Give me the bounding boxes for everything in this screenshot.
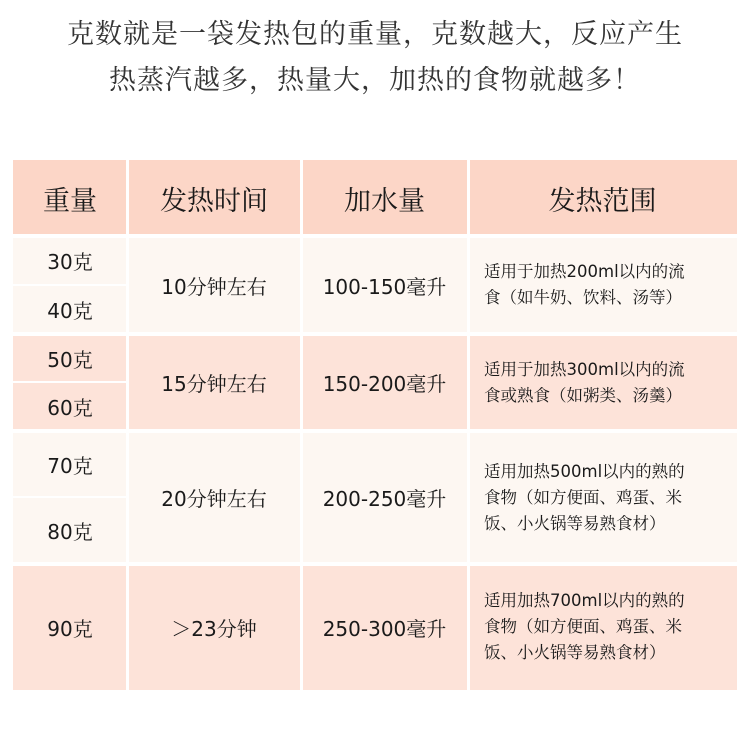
column-divider (467, 160, 470, 690)
table-row-2-range (468, 334, 737, 431)
spec-table (13, 160, 737, 690)
table-row-1-water: 100-150毫升 (301, 236, 468, 334)
table-row-1-range-line-2: 食（如牛奶、饮料、汤等） (484, 288, 682, 307)
weight-sub-divider (13, 381, 127, 383)
row-divider (13, 429, 737, 433)
table-row-2-weight-a: 50克 (13, 334, 127, 382)
table-row-3-water: 200-250毫升 (301, 431, 468, 564)
table-row-1-weight-b: 40克 (13, 285, 127, 334)
table-row-1-range (468, 236, 737, 334)
header-water: 加水量 (301, 160, 468, 236)
table-row-2-weight-b: 60克 (13, 382, 127, 431)
table-row-4-range-line-1: 适用加热700ml以内的熟的 (484, 591, 685, 610)
table-row-2-water: 150-200毫升 (301, 334, 468, 431)
table-row-3-range (468, 431, 737, 564)
table-row-4-time: ＞23分钟 (127, 564, 301, 690)
header-range: 发热范围 (468, 160, 737, 236)
table-row-3-time: 20分钟左右 (127, 431, 301, 564)
table-row-4-range (468, 564, 737, 690)
header-weight: 重量 (13, 160, 127, 236)
table-row-3-range-line-1: 适用加热500ml以内的熟的 (484, 461, 685, 481)
intro-line-2: 热蒸汽越多，热量大，加热的食物就越多！ (109, 65, 641, 96)
table-row-3-range-line-2: 食物（如方便面、鸡蛋、米 (484, 487, 682, 507)
weight-sub-divider (13, 284, 127, 286)
table-row-1-weight-a: 30克 (13, 236, 127, 285)
intro-line-1: 克数就是一袋发热包的重量，克数越大，反应产生 (67, 19, 683, 50)
table-row-1-time: 10分钟左右 (127, 236, 301, 334)
weight-sub-divider (13, 496, 127, 498)
column-divider (300, 160, 303, 690)
row-divider (13, 234, 737, 238)
row-divider (13, 332, 737, 336)
table-row-3-weight-b: 80克 (13, 497, 127, 564)
table-row-4-weight: 90克 (13, 564, 127, 690)
row-divider (13, 562, 737, 566)
table-row-2-time: 15分钟左右 (127, 334, 301, 431)
table-row-4-range-line-3: 饭、小火锅等易熟食材） (484, 643, 666, 662)
table-row-3-weight-a: 70克 (13, 431, 127, 497)
header-time: 发热时间 (127, 160, 301, 236)
table-row-2-range-line-2: 食或熟食（如粥类、汤羹） (484, 385, 682, 405)
table-row-4-range-line-2: 食物（如方便面、鸡蛋、米 (484, 617, 682, 636)
table-row-4-water: 250-300毫升 (301, 564, 468, 690)
table-row-3-range-line-3: 饭、小火锅等易熟食材） (484, 513, 666, 533)
intro-text (0, 12, 750, 104)
column-divider (126, 160, 129, 690)
table-row-2-range-line-1: 适用于加热300ml以内的流 (484, 359, 685, 379)
table-row-1-range-line-1: 适用于加热200ml以内的流 (484, 262, 685, 281)
